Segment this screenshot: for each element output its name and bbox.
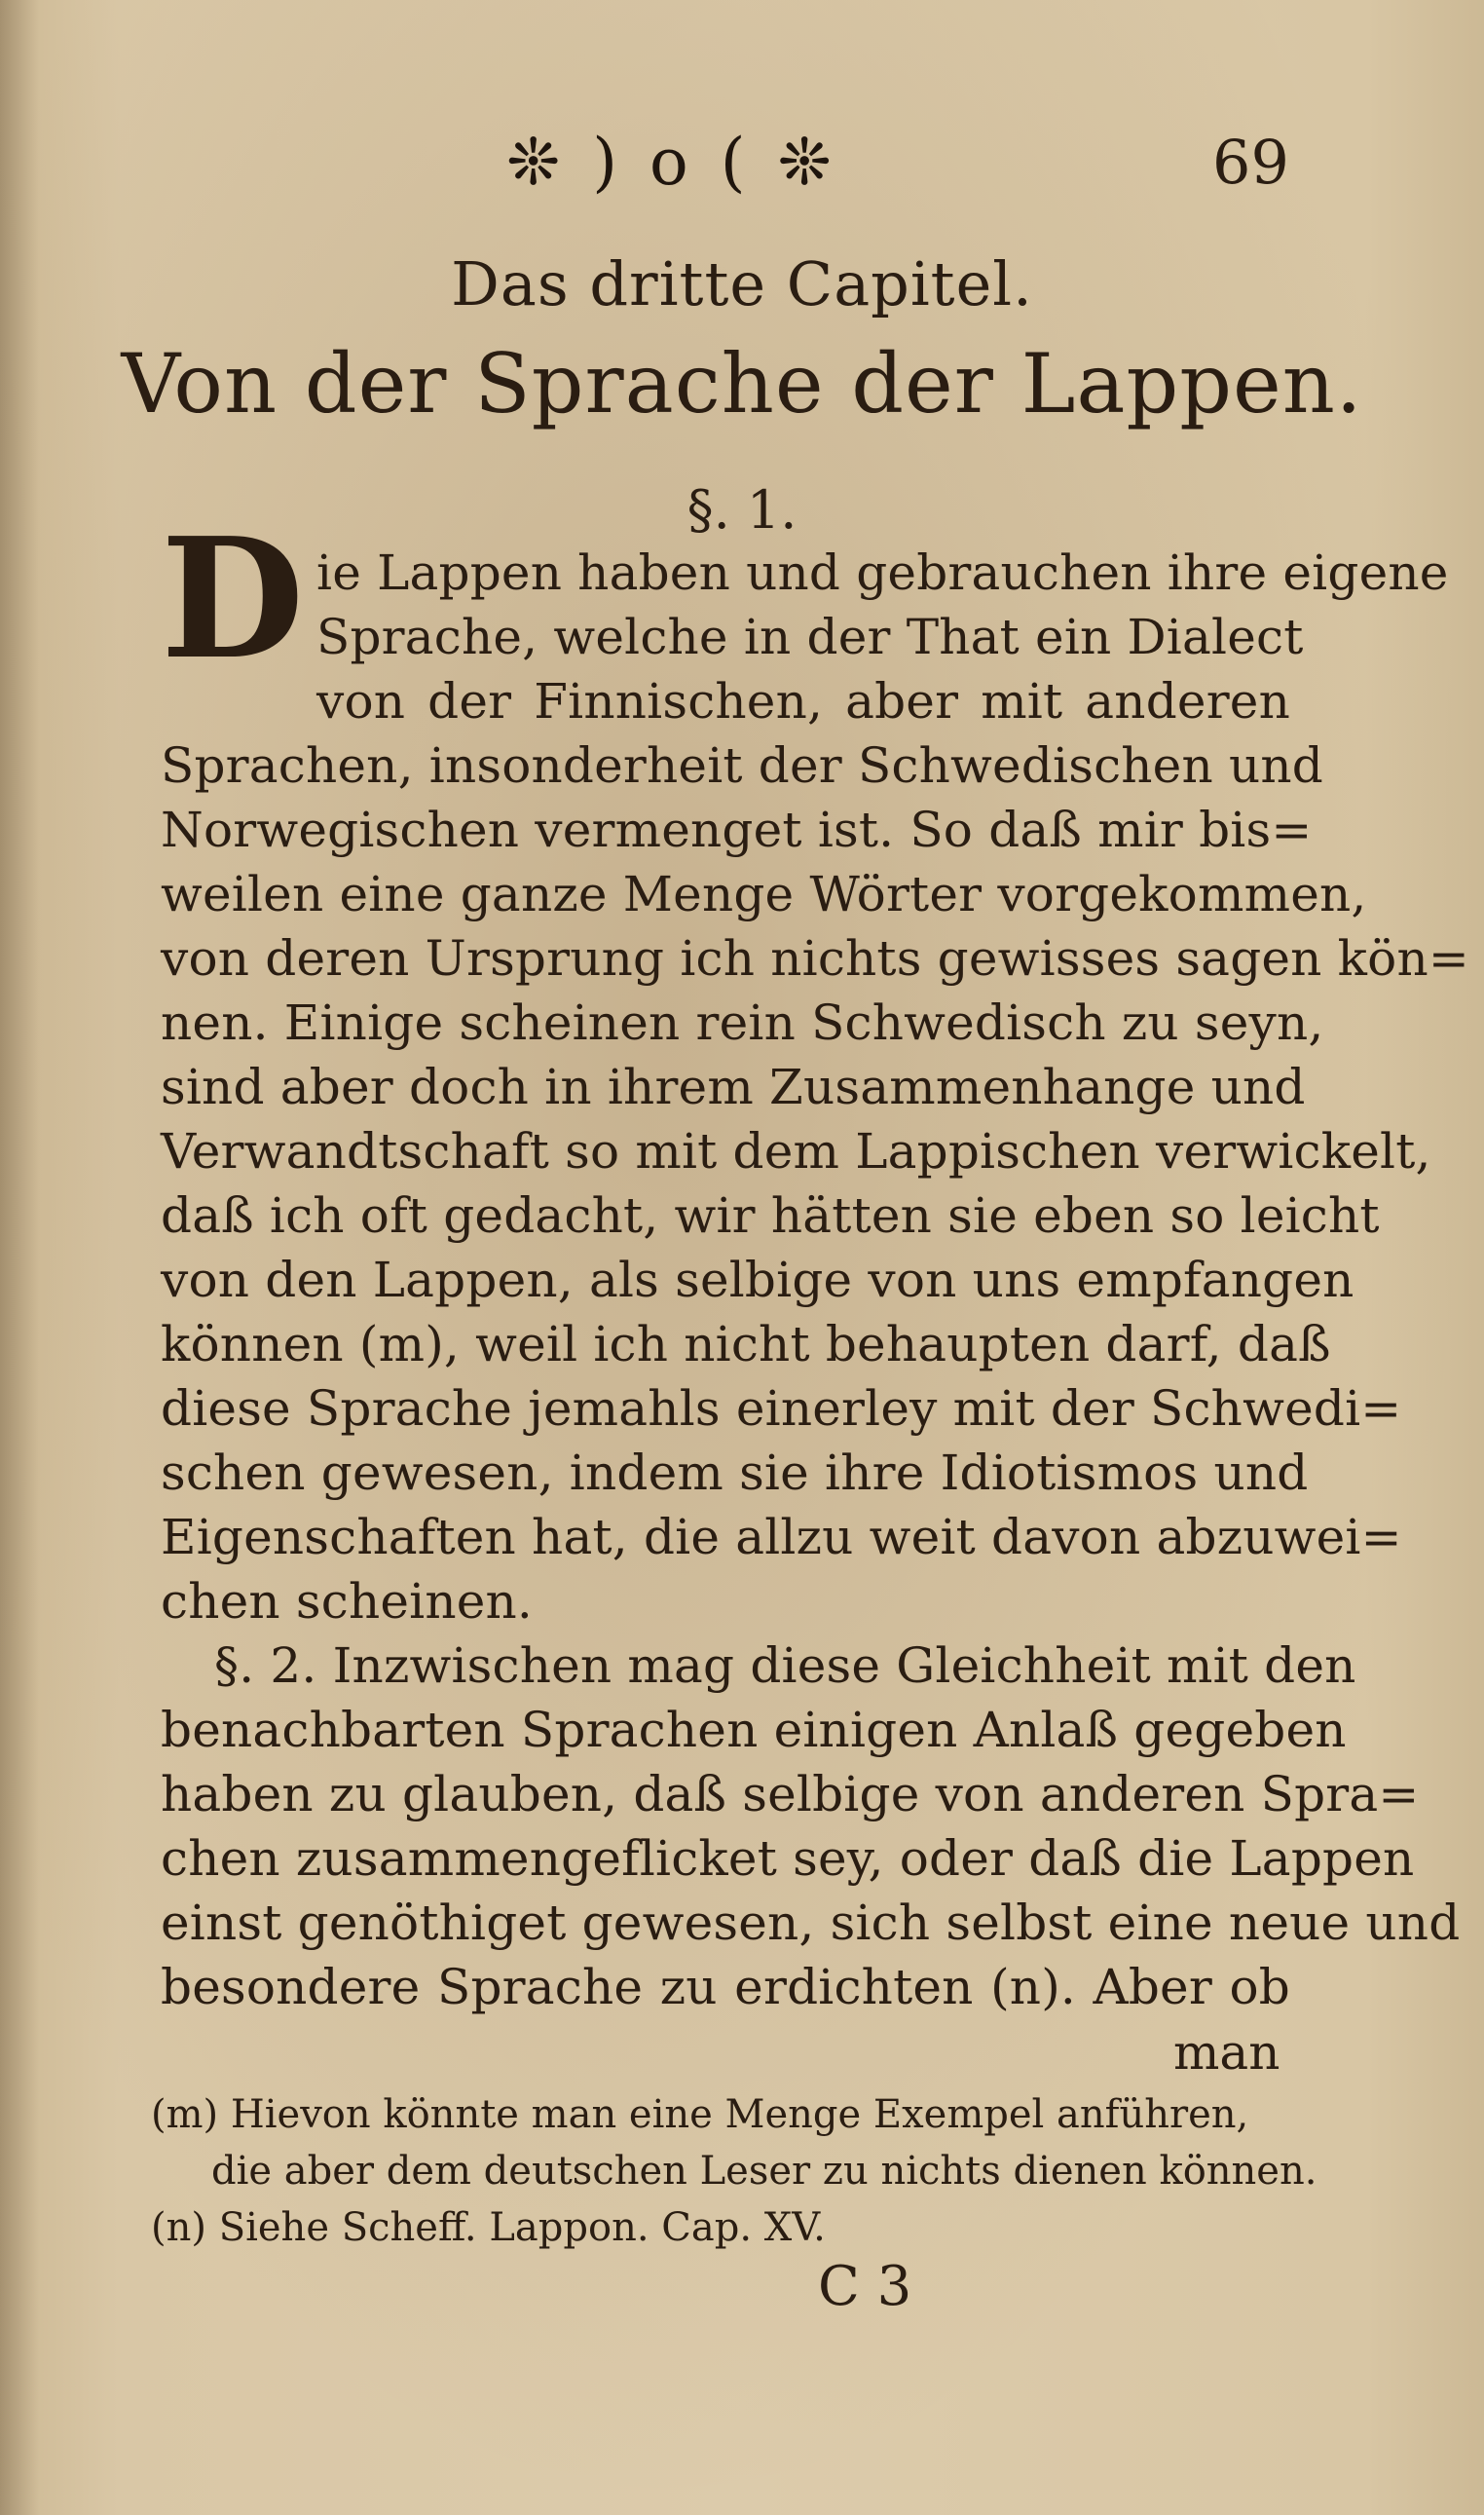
text-line: von der Finnischen, aber mit anderen xyxy=(316,673,1290,730)
text-line: Sprache, welche in der That ein Dialect xyxy=(316,609,1304,665)
running-header xyxy=(0,125,1484,212)
page-number: 69 xyxy=(1212,127,1289,198)
drop-cap: D xyxy=(161,502,305,696)
text-line: schen gewesen, indem sie ihre Idiotismos und xyxy=(161,1445,1309,1501)
chapter-title: Von der Sprache der Lappen. xyxy=(121,336,1363,432)
text-line: ie Lappen haben und gebrauchen ihre eigene xyxy=(316,544,1449,601)
header-ornament: ❊ ) o ( ❊ xyxy=(506,125,837,200)
text-line: benachbarten Sprachen einigen Anlaß gegeben xyxy=(161,1702,1347,1758)
text-line: Norwegischen vermenget ist. So daß mir bis= xyxy=(161,802,1313,858)
text-line: daß ich oft gedacht, wir hätten sie eben so leicht xyxy=(161,1187,1380,1244)
text-line: §. 2. Inzwischen mag diese Gleichheit mit den xyxy=(214,1637,1356,1694)
text-line: Eigenschaften hat, die allzu weit davon abzuwei= xyxy=(161,1509,1402,1565)
text-line: Sprachen, insonderheit der Schwedischen und xyxy=(161,737,1323,794)
text-line: können (m), weil ich nicht behaupten darf, daß xyxy=(161,1316,1331,1372)
footnote-m: (m) Hievon könnte man eine Menge Exempel anführen, xyxy=(151,2092,1249,2137)
chapter-label: Das dritte Capitel. xyxy=(451,248,1033,319)
signature-mark: C 3 xyxy=(818,2255,912,2318)
text-line: weilen eine ganze Menge Wörter vorgekommen, xyxy=(161,866,1367,922)
text-line: chen scheinen. xyxy=(161,1573,534,1630)
catchword: man xyxy=(1173,2024,1280,2081)
text-line: diese Sprache jemahls einerley mit der Schwedi= xyxy=(161,1380,1402,1437)
text-line: von deren Ursprung ich nichts gewisses sagen kön= xyxy=(161,930,1469,987)
text-line: besondere Sprache zu erdichten (n). Aber ob xyxy=(161,1959,1290,2015)
body-text xyxy=(161,541,1469,2019)
section-mark: §. 1. xyxy=(686,479,798,541)
footnote-m-continued: die aber dem deutschen Leser zu nichts dienen können. xyxy=(211,2149,1317,2194)
footnotes xyxy=(151,2086,1317,2256)
text-line: sind aber doch in ihrem Zusammenhange und xyxy=(161,1059,1306,1115)
text-line: chen zusammengeflicket sey, oder daß die Lappen xyxy=(161,1830,1415,1887)
text-line: von den Lappen, als selbige von uns empfangen xyxy=(161,1252,1354,1308)
footnote-n: (n) Siehe Scheff. Lappon. Cap. XV. xyxy=(151,2205,826,2250)
text-line: Verwandtschaft so mit dem Lappischen verwickelt, xyxy=(161,1123,1431,1180)
text-line: haben zu glauben, daß selbige von anderen Spra= xyxy=(161,1766,1420,1822)
text-line: nen. Einige scheinen rein Schwedisch zu seyn, xyxy=(161,995,1324,1051)
text-line: einst genöthiget gewesen, sich selbst eine neue und xyxy=(161,1895,1461,1951)
